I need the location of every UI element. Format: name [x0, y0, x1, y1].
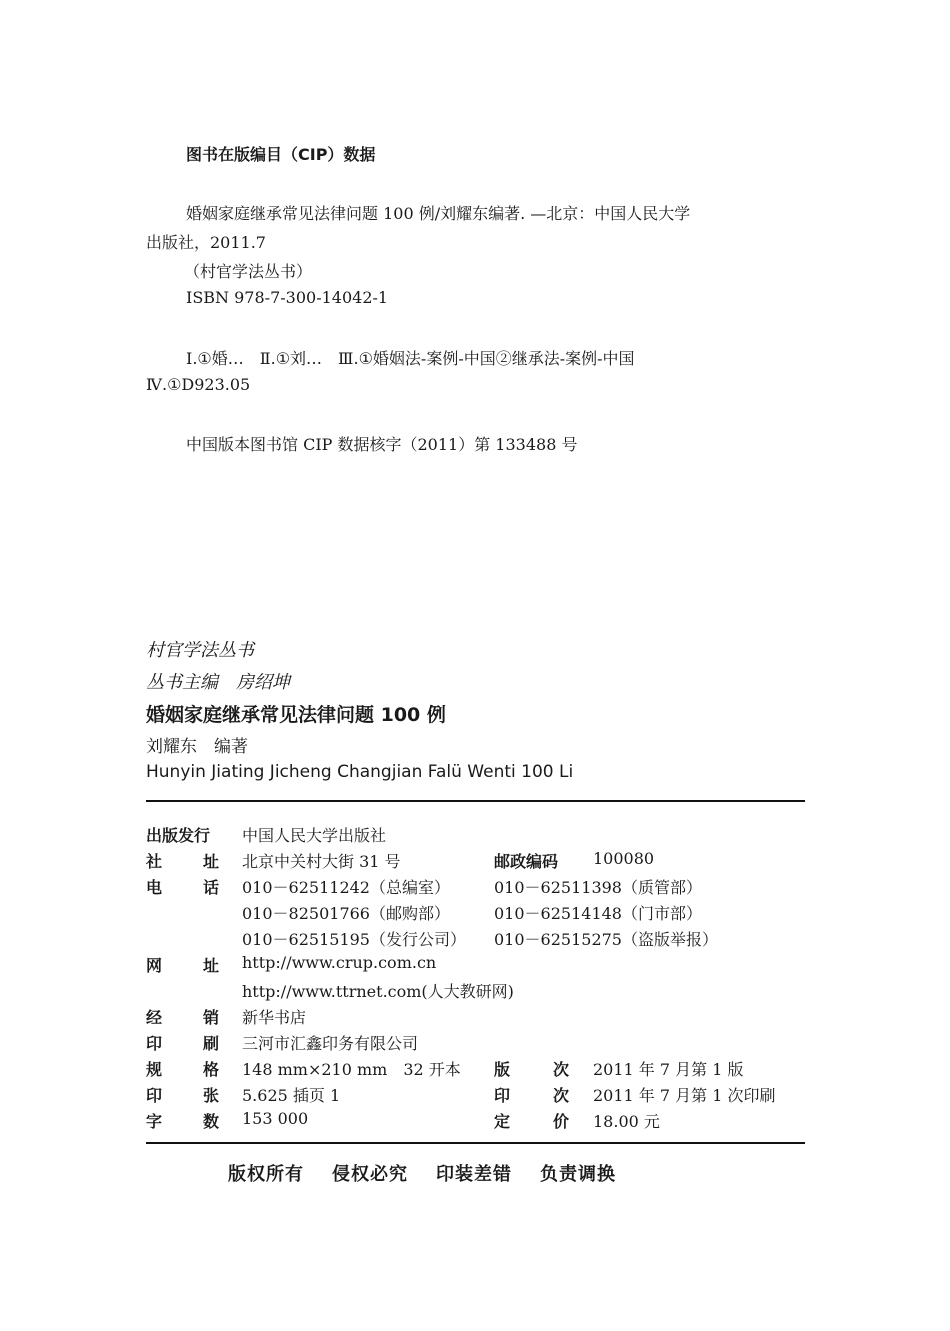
phone-6: 010－62515275（盗版举报）	[494, 930, 718, 949]
copyright-part-4: 负责调换	[540, 1164, 616, 1185]
cip-line-1: 婚姻家庭继承常见法律问题 100 例/刘耀东编著. —北京：中国人民大学	[186, 204, 691, 223]
book-pinyin-title: Hunyin Jiating Jicheng Changjian Falü Wenti 100 Li	[146, 762, 574, 782]
copyright-part-3: 印装差错	[436, 1164, 512, 1185]
phone-3: 010－82501766（邮购部）	[242, 904, 450, 923]
cip-title: 图书在版编目（CIP）数据	[186, 145, 376, 164]
phone-label-a: 电	[146, 878, 163, 897]
publisher-label: 出版发行	[146, 826, 211, 845]
series-title: 村官学法丛书	[146, 640, 254, 661]
distributor-value: 新华书店	[242, 1008, 307, 1027]
address-label-a: 社	[146, 852, 163, 871]
copyright-notice	[228, 1160, 616, 1186]
printer-value: 三河市汇鑫印务有限公司	[242, 1034, 419, 1053]
copyright-part-1: 版权所有	[228, 1164, 304, 1185]
impression-value: 2011 年 7 月第 1 次印刷	[593, 1086, 776, 1105]
price-value: 18.00 元	[593, 1112, 660, 1131]
web-label-a: 网	[146, 956, 163, 975]
impression-label-a: 印	[494, 1086, 511, 1105]
address-value: 北京中关村大街 31 号	[242, 852, 401, 871]
words-value: 153 000	[242, 1109, 309, 1128]
web-label-b: 址	[203, 956, 220, 975]
copyright-part-2: 侵权必究	[332, 1164, 408, 1185]
edition-value: 2011 年 7 月第 1 版	[593, 1060, 744, 1079]
edition-label-a: 版	[494, 1060, 511, 1079]
cip-line-6: Ⅳ.①D923.05	[146, 375, 251, 394]
price-label-b: 价	[553, 1112, 570, 1131]
bottom-divider	[146, 1142, 805, 1144]
printer-label-b: 刷	[203, 1034, 220, 1053]
distributor-label-a: 经	[146, 1008, 163, 1027]
impression-label-b: 次	[553, 1086, 570, 1105]
spec-value: 148 mm×210 mm 32 开本	[242, 1060, 461, 1079]
postcode-value: 100080	[593, 849, 655, 868]
website-2: http://www.ttrnet.com(人大教研网)	[242, 982, 514, 1001]
phone-4: 010－62514148（门市部）	[494, 904, 702, 923]
cip-line-4: ISBN 978-7-300-14042-1	[186, 288, 389, 307]
top-divider	[146, 800, 805, 802]
words-label-a: 字	[146, 1112, 163, 1131]
cip-line-5: Ⅰ.①婚… Ⅱ.①刘… Ⅲ.①婚姻法-案例-中国②继承法-案例-中国	[186, 349, 635, 368]
edition-label-b: 次	[553, 1060, 570, 1079]
words-label-b: 数	[203, 1112, 220, 1131]
series-editor: 丛书主编 房绍坤	[146, 672, 290, 693]
printer-label-a: 印	[146, 1034, 163, 1053]
book-author: 刘耀东 编著	[146, 737, 248, 757]
phone-5: 010－62515195（发行公司）	[242, 930, 466, 949]
cip-line-2: 出版社，2011.7	[146, 233, 266, 252]
publisher-value: 中国人民大学出版社	[242, 826, 387, 845]
cip-line-3: （村官学法丛书）	[184, 262, 313, 281]
sheets-label-b: 张	[203, 1086, 220, 1105]
sheets-label-a: 印	[146, 1086, 163, 1105]
postcode-label: 邮政编码	[494, 852, 559, 871]
spec-label-a: 规	[146, 1060, 163, 1079]
sheets-value: 5.625 插页 1	[242, 1086, 341, 1105]
address-label-b: 址	[203, 852, 220, 871]
website-1: http://www.crup.com.cn	[242, 953, 437, 972]
spec-label-b: 格	[203, 1060, 220, 1079]
book-title: 婚姻家庭继承常见法律问题 100 例	[146, 704, 446, 726]
distributor-label-b: 销	[203, 1008, 220, 1027]
phone-1: 010－62511242（总编室）	[242, 878, 450, 897]
phone-label-b: 话	[203, 878, 220, 897]
phone-2: 010－62511398（质管部）	[494, 878, 702, 897]
price-label-a: 定	[494, 1112, 511, 1131]
cip-line-7: 中国版本图书馆 CIP 数据核字（2011）第 133488 号	[186, 435, 578, 454]
